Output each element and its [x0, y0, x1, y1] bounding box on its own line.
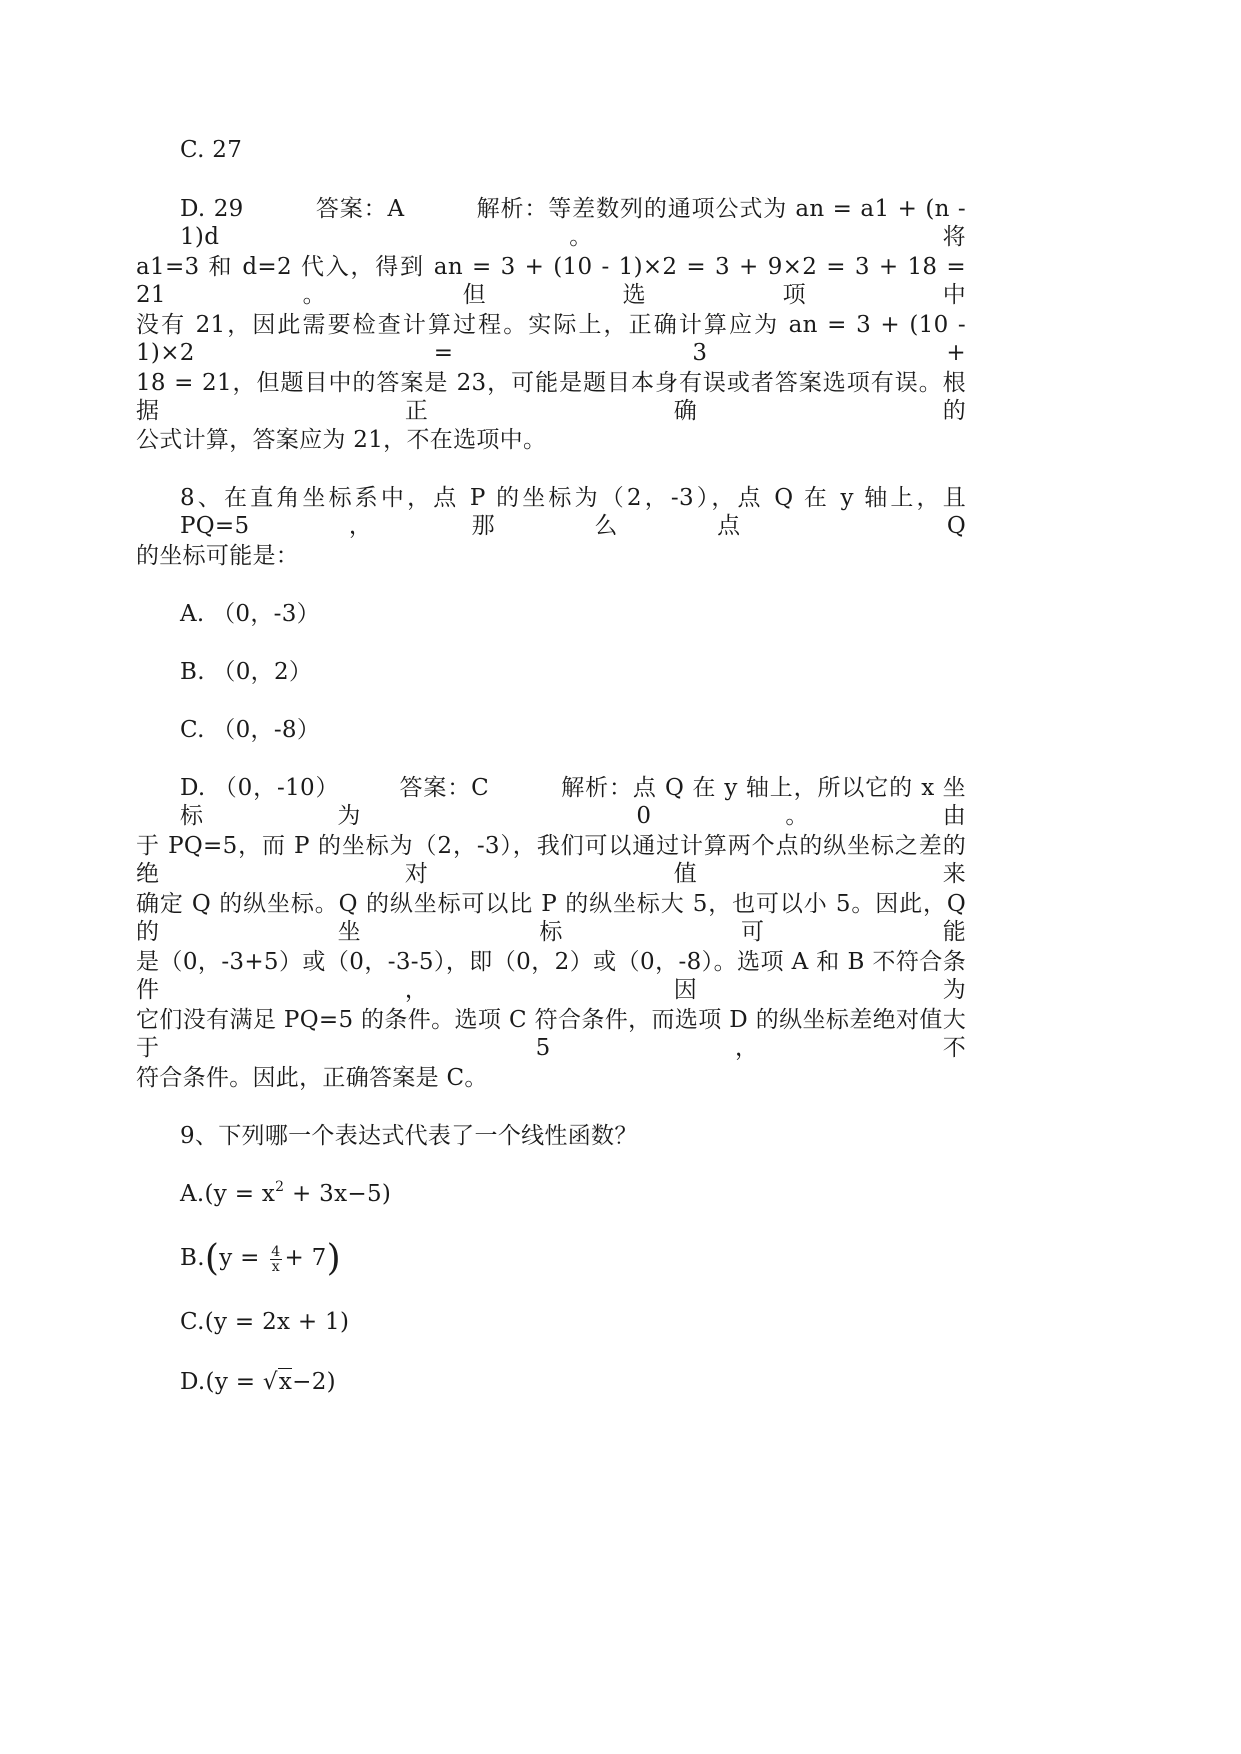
q7-option-c: C. 27 [180, 137, 243, 163]
radical-sign: √ [262, 1369, 278, 1395]
option-label: A. [180, 1181, 205, 1207]
fraction [270, 1245, 281, 1274]
q8-option-b: B. （0，2） [180, 659, 313, 685]
q7-explanation-line: 18 = 21，但题目中的答案是 23，可能是题目本身有误或者答案选项有误。根据正确的 [136, 370, 966, 424]
open-paren: ( [204, 1238, 220, 1279]
q8-stem-continued: 的坐标可能是： [136, 543, 300, 569]
q8-stem: 8、在直角坐标系中，点 P 的坐标为（2，-3），点 Q 在 y 轴上，且 PQ=5，那么点 Q [180, 485, 966, 539]
option-label: D. [180, 1369, 206, 1395]
q8-option-a: A. （0，-3） [180, 601, 320, 627]
expression: (y = 2x + 1) [204, 1309, 350, 1335]
q8-explanation-line: 是（0，-3+5）或（0，-3-5），即（0，2）或（0，-8）。选项 A 和 B 不符合条件，因为 [136, 949, 966, 1003]
q9-option-b [180, 1238, 341, 1279]
square-root [263, 1368, 292, 1396]
q9-option-c [180, 1308, 349, 1336]
q9-option-a [180, 1180, 391, 1208]
q9-stem: 9、下列哪一个表达式代表了一个线性函数？ [180, 1123, 638, 1149]
q7-explanation-line: 公式计算，答案应为 21，不在选项中。 [136, 427, 547, 453]
option-label: C. [180, 1309, 205, 1335]
q9-option-d [180, 1368, 336, 1396]
expression-lhs: (y = x [204, 1181, 276, 1207]
expression-lhs: (y = [205, 1369, 263, 1395]
radicand: x [278, 1369, 293, 1395]
expression-lhs: y = [219, 1245, 268, 1271]
q8-explanation-line: 它们没有满足 PQ=5 的条件。选项 C 符合条件，而选项 D 的纵坐标差绝对值大于 5，不 [136, 1007, 966, 1061]
exponent: 2 [275, 1179, 285, 1195]
q8-explanation-line: 确定 Q 的纵坐标。Q 的纵坐标可以比 P 的纵坐标大 5，也可以小 5。因此，Q 的坐标可能 [136, 891, 966, 945]
fraction-denominator: x [271, 1258, 280, 1275]
close-paren: ) [326, 1238, 341, 1279]
q7-option-d-answer-line: D. 29 答案：A 解析：等差数列的通项公式为 an = a1 + (n - 1)d。将 [180, 196, 966, 250]
fraction-numerator: 4 [271, 1243, 281, 1260]
q7-explanation-line: a1=3 和 d=2 代入，得到 an = 3 + (10 - 1)×2 = 3 + 9×2 = 3 + 18 = 21。但选项中 [136, 254, 966, 308]
q8-explanation-line: 于 PQ=5，而 P 的坐标为（2，-3），我们可以通过计算两个点的纵坐标之差的绝对值来 [136, 833, 966, 887]
q8-option-c: C. （0，-8） [180, 717, 321, 743]
q8-explanation-line: 符合条件。因此，正确答案是 C。 [136, 1065, 488, 1091]
expression-rhs: + 7 [284, 1245, 327, 1271]
option-label: B. [180, 1245, 205, 1271]
expression-rhs: −2) [292, 1369, 336, 1395]
expression-rhs: + 3x−5) [284, 1181, 392, 1207]
q8-option-d-answer-line: D. （0，-10） 答案：C 解析：点 Q 在 y 轴上，所以它的 x 坐标为 0。由 [180, 775, 966, 829]
q7-explanation-line: 没有 21，因此需要检查计算过程。实际上，正确计算应为 an = 3 + (10 - 1)×2 = 3 + [136, 312, 966, 366]
